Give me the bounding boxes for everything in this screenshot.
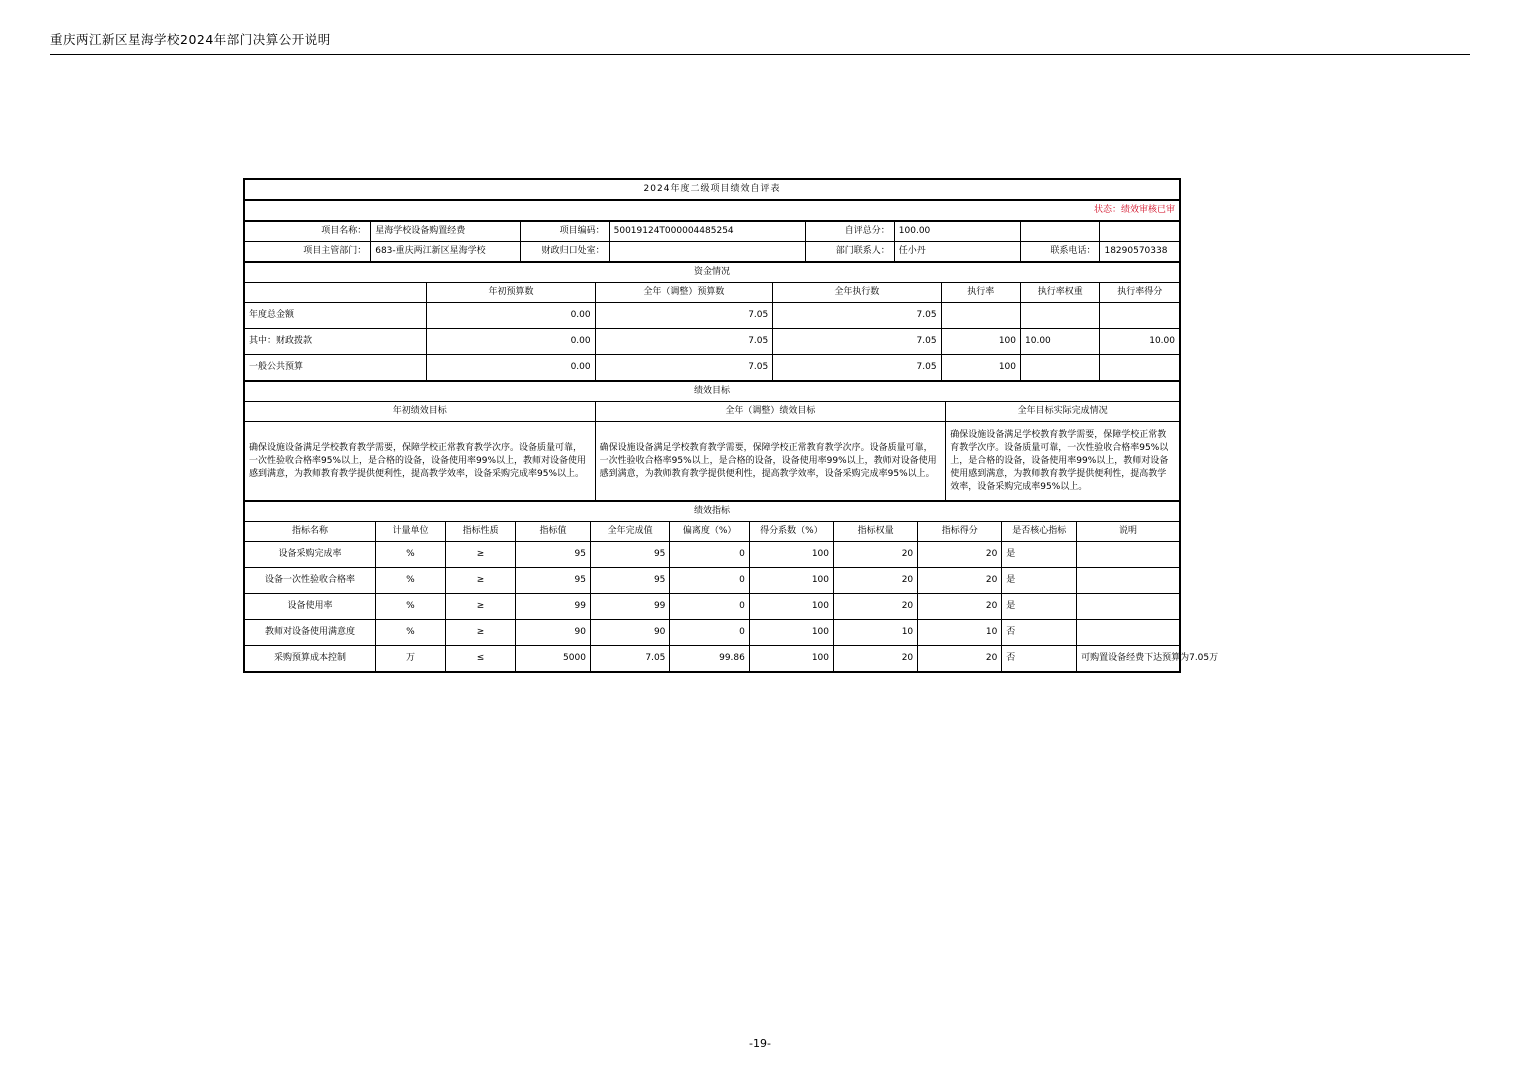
- ind-col-7: 指标权量: [834, 522, 918, 542]
- ind-col-6: 得分系数（%）: [749, 522, 833, 542]
- phone-label: 联系电话：: [1021, 242, 1100, 262]
- self-score-value: 100.00: [894, 222, 1020, 242]
- ind-r3-c8: 10: [918, 620, 1002, 646]
- ind-r2-c4: 99: [590, 594, 669, 620]
- ind-r0-c3: 95: [516, 542, 591, 568]
- ind-r3-c9: 否: [1002, 620, 1077, 646]
- funds-col-6: 执行率得分: [1100, 283, 1180, 303]
- project-info-table: [244, 221, 1180, 262]
- self-score-label: 自评总分：: [805, 222, 894, 242]
- funds-row-1-c0: 0.00: [427, 329, 595, 355]
- ind-r1-c7: 20: [834, 568, 918, 594]
- funds-col-4: 执行率: [941, 283, 1020, 303]
- goals-value-row: [245, 422, 1180, 501]
- ind-col-1: 计量单位: [375, 522, 445, 542]
- ind-r3-c6: 100: [749, 620, 833, 646]
- ind-r2-c5: 0: [670, 594, 749, 620]
- project-name-label: 项目名称：: [245, 222, 371, 242]
- ind-r3-c7: 10: [834, 620, 918, 646]
- ind-r3-c0: 教师对设备使用满意度: [245, 620, 376, 646]
- ind-r2-c1: %: [375, 594, 445, 620]
- funds-row-2-c4: [1021, 355, 1100, 381]
- performance-self-evaluation-sheet: [243, 178, 1219, 673]
- ind-r1-c4: 95: [590, 568, 669, 594]
- ind-r2-c0: 设备使用率: [245, 594, 376, 620]
- ind-r2-c6: 100: [749, 594, 833, 620]
- goals-col-1: 全年（调整）绩效目标: [595, 402, 946, 422]
- goals-col-2: 全年目标实际完成情况: [946, 402, 1180, 422]
- contact-value: 任小丹: [894, 242, 1020, 262]
- goal-actual: 确保设施设备满足学校教育教学需要，保障学校正常教育教学次序。设备质量可靠，一次性验收合格率95%以上，是合格的设备，设备使用率99%以上，教师对设备使用感到满意，为教师教育教学提供便利性，提高教学效率，设备采购完成率95%以上。: [946, 422, 1180, 501]
- funds-row-0-c3: [941, 303, 1020, 329]
- goal-initial: 确保设施设备满足学校教育教学需要，保障学校正常教育教学次序。设备质量可靠，一次性验收合格率95%以上，是合格的设备，设备使用率99%以上，教师对设备使用感到满意，为教师教育教学提供便利性，提高教学效率，设备采购完成率95%以上。: [245, 422, 596, 501]
- ind-r3-c4: 90: [590, 620, 669, 646]
- indicators-header-row: [245, 522, 1180, 542]
- ind-r4-c10: 可购置设备经费下达预算为7.05万: [1077, 646, 1180, 672]
- funds-row-1-c4: 10.00: [1021, 329, 1100, 355]
- project-name-value: 星海学校设备购置经费: [371, 222, 521, 242]
- info-blank-1: [1021, 222, 1100, 242]
- ind-r1-c1: %: [375, 568, 445, 594]
- funds-section-title: 资金情况: [245, 263, 1180, 283]
- status-label: 状态：: [1093, 205, 1121, 216]
- dept-value: 683-重庆两江新区星海学校: [371, 242, 521, 262]
- goals-header-row: [245, 402, 1180, 422]
- ind-r0-c5: 0: [670, 542, 749, 568]
- ind-col-9: 是否核心指标: [1002, 522, 1077, 542]
- funds-row-1-c2: 7.05: [773, 329, 941, 355]
- funds-row-1-c1: 7.05: [595, 329, 773, 355]
- ind-r4-c0: 采购预算成本控制: [245, 646, 376, 672]
- funds-row-2-label: 一般公共预算: [245, 355, 427, 381]
- ind-col-2: 指标性质: [446, 522, 516, 542]
- goals-col-0: 年初绩效目标: [245, 402, 596, 422]
- table-row: [245, 620, 1180, 646]
- funds-row-0-c0: 0.00: [427, 303, 595, 329]
- ind-r4-c7: 20: [834, 646, 918, 672]
- finance-office-value: [609, 242, 805, 262]
- ind-r4-c9: 否: [1002, 646, 1077, 672]
- sheet-title: 2024年度二级项目绩效自评表: [245, 180, 1180, 200]
- funds-row-2-c2: 7.05: [773, 355, 941, 381]
- funds-col-5: 执行率权重: [1021, 283, 1100, 303]
- ind-r1-c6: 100: [749, 568, 833, 594]
- table-row: [245, 542, 1180, 568]
- sheet-title-table: [244, 179, 1180, 200]
- ind-r2-c10: [1077, 594, 1180, 620]
- funds-section-title-row: [245, 263, 1180, 283]
- funds-col-1: 年初预算数: [427, 283, 595, 303]
- goal-adjusted: 确保设施设备满足学校教育教学需要，保障学校正常教育教学次序。设备质量可靠，一次性验收合格率95%以上，是合格的设备，设备使用率99%以上，教师对设备使用感到满意，为教师教育教学提供便利性，提高教学效率，设备采购完成率95%以上。: [595, 422, 946, 501]
- project-code-label: 项目编码：: [520, 222, 609, 242]
- ind-r1-c0: 设备一次性验收合格率: [245, 568, 376, 594]
- ind-r2-c7: 20: [834, 594, 918, 620]
- ind-r0-c1: %: [375, 542, 445, 568]
- ind-r0-c0: 设备采购完成率: [245, 542, 376, 568]
- info-row-2: [245, 242, 1180, 262]
- ind-r3-c10: [1077, 620, 1180, 646]
- ind-r0-c4: 95: [590, 542, 669, 568]
- ind-r0-c9: 是: [1002, 542, 1077, 568]
- ind-r4-c8: 20: [918, 646, 1002, 672]
- ind-r1-c10: [1077, 568, 1180, 594]
- status-table: [244, 200, 1180, 221]
- ind-col-5: 偏离度（%）: [670, 522, 749, 542]
- page-header-title: 重庆两江新区星海学校2024年部门决算公开说明: [50, 32, 331, 47]
- ind-col-3: 指标值: [516, 522, 591, 542]
- ind-r1-c2: ≥: [446, 568, 516, 594]
- info-row-1: [245, 222, 1180, 242]
- phone-value: 18290570338: [1100, 242, 1180, 262]
- ind-r0-c6: 100: [749, 542, 833, 568]
- indicators-table: [244, 501, 1219, 672]
- funds-table: [244, 262, 1180, 381]
- status-badge: [245, 201, 1180, 221]
- page-header: [50, 30, 1470, 55]
- ind-r4-c4: 7.05: [590, 646, 669, 672]
- ind-r4-c6: 100: [749, 646, 833, 672]
- funds-row-0-label: 年度总金额: [245, 303, 427, 329]
- funds-header-row: [245, 283, 1180, 303]
- funds-row-0-c4: [1021, 303, 1100, 329]
- ind-r1-c3: 95: [516, 568, 591, 594]
- funds-col-0: [245, 283, 427, 303]
- ind-r3-c2: ≥: [446, 620, 516, 646]
- ind-r0-c2: ≥: [446, 542, 516, 568]
- ind-r2-c3: 99: [516, 594, 591, 620]
- funds-row-0-c5: [1100, 303, 1180, 329]
- indicators-section-title: 绩效指标: [245, 502, 1180, 522]
- table-row: [245, 568, 1180, 594]
- ind-r4-c2: ≤: [446, 646, 516, 672]
- table-row: [245, 646, 1180, 672]
- funds-row-2-c5: [1100, 355, 1180, 381]
- ind-r3-c5: 0: [670, 620, 749, 646]
- project-code-value: 50019124T000004485254: [609, 222, 805, 242]
- ind-r2-c2: ≥: [446, 594, 516, 620]
- ind-r1-c9: 是: [1002, 568, 1077, 594]
- page-number: -19-: [749, 1037, 771, 1050]
- ind-r3-c3: 90: [516, 620, 591, 646]
- funds-row-0-c1: 7.05: [595, 303, 773, 329]
- funds-row-2-c3: 100: [941, 355, 1020, 381]
- ind-r0-c7: 20: [834, 542, 918, 568]
- funds-col-3: 全年执行数: [773, 283, 941, 303]
- ind-r4-c5: 99.86: [670, 646, 749, 672]
- ind-col-0: 指标名称: [245, 522, 376, 542]
- info-blank-2: [1100, 222, 1180, 242]
- ind-r3-c1: %: [375, 620, 445, 646]
- goals-table: [244, 381, 1180, 501]
- table-row: [245, 329, 1180, 355]
- ind-r0-c10: [1077, 542, 1180, 568]
- ind-r4-c3: 5000: [516, 646, 591, 672]
- indicators-section-title-row: [245, 502, 1180, 522]
- finance-office-label: 财政归口处室：: [520, 242, 609, 262]
- table-row: [245, 303, 1180, 329]
- ind-col-8: 指标得分: [918, 522, 1002, 542]
- ind-r2-c9: 是: [1002, 594, 1077, 620]
- ind-col-10: 说明: [1077, 522, 1180, 542]
- table-row: [245, 355, 1180, 381]
- ind-col-4: 全年完成值: [590, 522, 669, 542]
- funds-row-1-c3: 100: [941, 329, 1020, 355]
- ind-r0-c8: 20: [918, 542, 1002, 568]
- page-footer: [0, 1037, 1520, 1050]
- status-value: 绩效审核已审: [1120, 205, 1175, 216]
- funds-row-2-c0: 0.00: [427, 355, 595, 381]
- goals-section-title: 绩效目标: [245, 382, 1180, 402]
- funds-col-2: 全年（调整）预算数: [595, 283, 773, 303]
- ind-r1-c5: 0: [670, 568, 749, 594]
- goals-section-title-row: [245, 382, 1180, 402]
- table-row: [245, 594, 1180, 620]
- ind-r2-c8: 20: [918, 594, 1002, 620]
- ind-r4-c1: 万: [375, 646, 445, 672]
- funds-row-0-c2: 7.05: [773, 303, 941, 329]
- contact-label: 部门联系人：: [805, 242, 894, 262]
- funds-row-1-label: 其中：财政拨款: [245, 329, 427, 355]
- funds-row-1-c5: 10.00: [1100, 329, 1180, 355]
- funds-row-2-c1: 7.05: [595, 355, 773, 381]
- dept-label: 项目主管部门：: [245, 242, 371, 262]
- ind-r1-c8: 20: [918, 568, 1002, 594]
